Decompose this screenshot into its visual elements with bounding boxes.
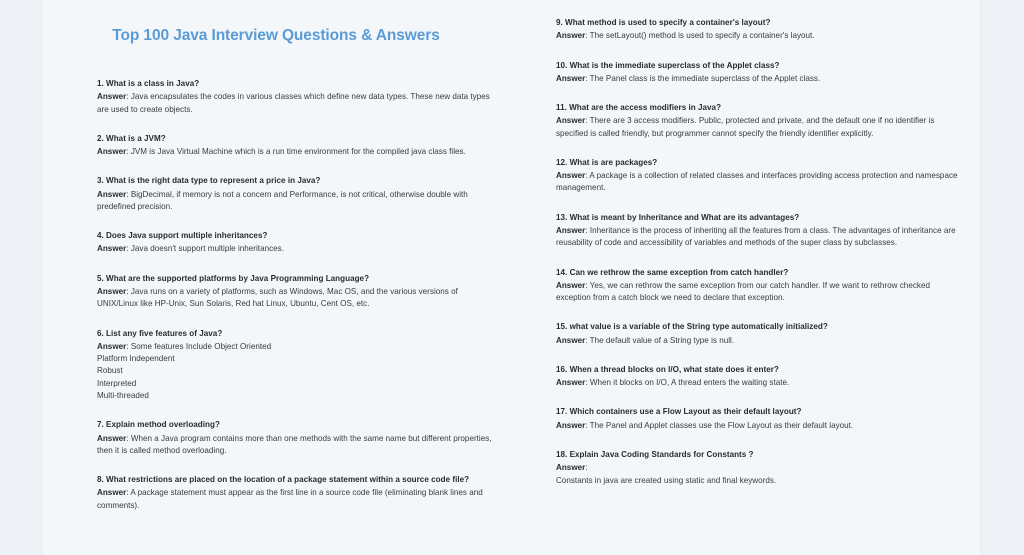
- qa-block: [556, 212, 961, 250]
- question-text: 17. Which containers use a Flow Layout as their default layout?: [556, 407, 802, 417]
- answer-body: : A package statement must appear as the first line in a source code file (eliminating blank lines and comments).: [97, 488, 483, 510]
- answer-label: Answer: [556, 378, 586, 388]
- answer-text: [97, 286, 497, 311]
- answer-text: [556, 225, 961, 250]
- qa-block: [97, 273, 497, 311]
- qa-block: [556, 267, 961, 305]
- answer-label: Answer: [97, 147, 127, 157]
- answer-text: [556, 115, 961, 140]
- qa-block: [97, 328, 497, 403]
- answer-body: : Some features Include Object Oriented: [126, 341, 272, 351]
- qa-block: [97, 133, 497, 159]
- answer-extra-lines: [556, 475, 961, 487]
- answer-text: [97, 433, 497, 458]
- answer-label: Answer: [556, 420, 586, 430]
- answer-label: Answer: [97, 92, 127, 102]
- answer-label: Answer: [97, 244, 127, 254]
- question-text: 6. List any five features of Java?: [97, 328, 223, 338]
- answer-body: : Java doesn't support multiple inheritances.: [126, 244, 284, 254]
- answer-line: Robust: [97, 366, 123, 376]
- answer-text: [556, 170, 961, 195]
- qa-block: [97, 474, 497, 512]
- qa-block: [556, 102, 961, 140]
- document-body: [41, 0, 981, 555]
- answer-label: Answer: [97, 341, 127, 351]
- answer-body: : A package is a collection of related classes and interfaces providing access protection and namespace management.: [556, 171, 958, 193]
- answer-text: [556, 462, 961, 474]
- question-text: 3. What is the right data type to represent a price in Java?: [97, 176, 321, 186]
- right-column: [556, 0, 961, 487]
- answer-text: [556, 30, 961, 42]
- qa-block: [556, 364, 961, 390]
- answer-body: : When it blocks on I/O, A thread enters the waiting state.: [585, 378, 790, 388]
- answer-body: : The setLayout() method is used to specify a container's layout.: [585, 31, 815, 41]
- qa-block: [97, 78, 497, 116]
- question-text: 9. What method is used to specify a container's layout?: [556, 18, 771, 27]
- answer-line: Platform Independent: [97, 354, 175, 364]
- qa-block: [556, 60, 961, 86]
- question-text: 7. Explain method overloading?: [97, 420, 220, 430]
- answer-line: Multi-threaded: [97, 390, 149, 400]
- answer-label: Answer: [556, 73, 586, 83]
- qa-block: [556, 449, 961, 487]
- answer-text: [556, 377, 961, 389]
- answer-text: [556, 335, 961, 347]
- answer-label: Answer: [556, 463, 586, 473]
- question-text: 8. What restrictions are placed on the location of a package statement within a source code file?: [97, 475, 470, 485]
- question-text: 10. What is the immediate superclass of the Applet class?: [556, 60, 780, 70]
- answer-text: [556, 73, 961, 85]
- answer-label: Answer: [556, 171, 586, 181]
- page-title: Top 100 Java Interview Questions & Answers: [112, 27, 440, 44]
- qa-block: [556, 321, 961, 347]
- qa-block: [97, 419, 497, 457]
- answer-label: Answer: [556, 335, 586, 345]
- question-text: 12. What is are packages?: [556, 157, 658, 167]
- answer-body: : Java encapsulates the codes in various classes which define new data types. These new data types are used to create objects.: [97, 92, 490, 114]
- answer-text: [97, 341, 497, 353]
- answer-body: : The default value of a String type is null.: [585, 335, 735, 345]
- answer-body: : BigDecimal, if memory is not a concern and Performance, is not critical, otherwise double with predefined precision.: [97, 189, 468, 211]
- answer-body: :: [585, 463, 588, 473]
- answer-line: Constants in java are created using static and final keywords.: [556, 475, 777, 485]
- answer-text: [556, 280, 961, 305]
- answer-label: Answer: [556, 31, 586, 41]
- answer-text: [97, 91, 497, 116]
- answer-body: : Yes, we can rethrow the same exception from our catch handler. If we want to rethrow checked exception from a catch block we need to declare that exception.: [556, 280, 930, 303]
- answer-text: [97, 487, 497, 512]
- answer-label: Answer: [97, 488, 127, 498]
- question-text: 5. What are the supported platforms by Java Programming Language?: [97, 273, 370, 283]
- qa-block: [556, 406, 961, 432]
- answer-body: : Inheritance is the process of inheriting all the features from a class. The advantages of inheritance are reusability of code and accessibility of variables and methods of the super class by subclasses.: [556, 225, 956, 248]
- document-page: [41, 0, 981, 555]
- question-text: 16. When a thread blocks on I/O, what state does it enter?: [556, 364, 779, 374]
- answer-label: Answer: [97, 433, 127, 443]
- answer-text: [97, 146, 497, 158]
- question-text: 4. Does Java support multiple inheritances?: [97, 231, 268, 241]
- question-text: 1. What is a class in Java?: [97, 79, 200, 88]
- answer-text: [97, 189, 497, 214]
- answer-label: Answer: [97, 286, 127, 296]
- question-text: 11. What are the access modifiers in Java?: [556, 103, 722, 113]
- two-column-layout: [41, 0, 981, 555]
- qa-block: [97, 175, 497, 213]
- answer-text: [556, 420, 961, 432]
- answer-body: : There are 3 access modifiers. Public, protected and private, and the default one if no identifier is specified is called friendly, but programmer cannot specify the friendly identifier explicitly.: [556, 116, 935, 138]
- answer-body: : The Panel class is the immediate superclass of the Applet class.: [585, 73, 821, 83]
- answer-line: Interpreted: [97, 378, 137, 388]
- question-text: 15. what value is a variable of the String type automatically initialized?: [556, 322, 828, 332]
- qa-block: [97, 230, 497, 256]
- answer-body: : JVM is Java Virtual Machine which is a run time environment for the compiled java class files.: [126, 147, 466, 157]
- qa-block: [556, 17, 961, 43]
- question-text: 14. Can we rethrow the same exception from catch handler?: [556, 267, 789, 277]
- question-text: 18. Explain Java Coding Standards for Constants ?: [556, 449, 754, 459]
- question-text: 13. What is meant by Inheritance and What are its advantages?: [556, 212, 800, 222]
- question-text: 2. What is a JVM?: [97, 133, 166, 143]
- qa-block: [556, 157, 961, 195]
- answer-body: : Java runs on a variety of platforms, such as Windows, Mac OS, and the various versions of UNIX/Linux like HP-Unix, Sun Solaris, Red hat Linux, Ubuntu, Cent OS, etc.: [97, 286, 458, 309]
- answer-label: Answer: [556, 280, 586, 290]
- left-column: [97, 0, 497, 512]
- answer-text: [97, 243, 497, 255]
- answer-body: : The Panel and Applet classes use the Flow Layout as their default layout.: [585, 420, 854, 430]
- answer-label: Answer: [556, 116, 586, 126]
- answer-extra-lines: [97, 353, 497, 402]
- answer-body: : When a Java program contains more than one methods with the same name but different properties, then it is called method overloading.: [97, 433, 492, 455]
- answer-label: Answer: [97, 189, 127, 199]
- answer-label: Answer: [556, 225, 586, 235]
